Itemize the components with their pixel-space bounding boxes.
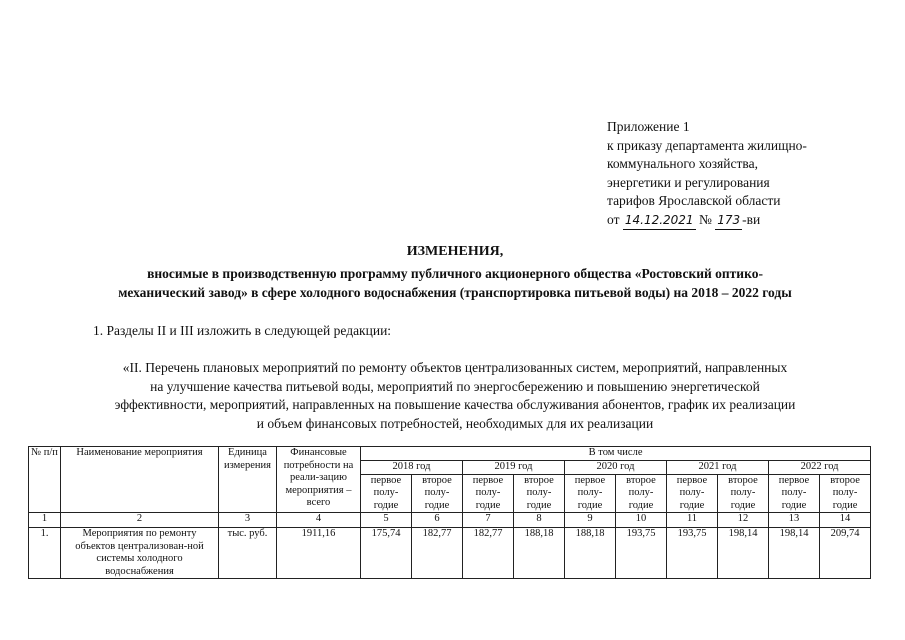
document-title: [40, 242, 870, 302]
half-second-header: второе полу-годие: [412, 474, 463, 513]
column-index: 3: [219, 513, 277, 528]
row-value: 193,75: [667, 528, 718, 579]
col-header-unit: Единица измерения: [219, 447, 277, 513]
appendix-line: тарифов Ярославской области: [607, 193, 781, 208]
row-value: 198,14: [718, 528, 769, 579]
row-value: 188,18: [565, 528, 616, 579]
column-index: 13: [769, 513, 820, 528]
section-heading-line: эффективности, мероприятий, направленных на повышение качества обслуживания абонентов, график их реализации: [114, 397, 796, 412]
half-first-header: первое полу-годие: [769, 474, 820, 513]
row-name: Мероприятия по ремонту объектов централизован-ной системы холодного водоснабжения: [61, 528, 219, 579]
col-header-financial: Финансовые потребности на реали-зацию мероприятия – всего: [277, 447, 361, 513]
col-header-including: В том числе: [361, 447, 871, 461]
row-value: 193,75: [616, 528, 667, 579]
half-first-header: первое полу-годие: [361, 474, 412, 513]
column-index: 6: [412, 513, 463, 528]
appendix-order-line: [607, 211, 807, 231]
half-second-header: второе полу-годие: [820, 474, 871, 513]
year-header: 2018 год: [361, 461, 463, 475]
row-value: 182,77: [463, 528, 514, 579]
number-prefix: №: [698, 211, 712, 227]
column-index: 10: [616, 513, 667, 528]
column-index: 12: [718, 513, 769, 528]
column-index: 8: [514, 513, 565, 528]
section-heading-line: и объем финансовых потребностей, необходимых для их реализации: [256, 415, 654, 431]
table-row: [29, 528, 871, 579]
column-index: 11: [667, 513, 718, 528]
title-line: вносимые в производственную программу публичного акционерного общества «Ростовский оптико-: [147, 266, 763, 281]
col-header-no: № п/п: [29, 447, 61, 513]
activities-table: [28, 446, 871, 579]
year-header: 2022 год: [769, 461, 871, 475]
year-header: 2019 год: [463, 461, 565, 475]
appendix-block: [607, 118, 807, 230]
year-header: 2021 год: [667, 461, 769, 475]
header-row: [29, 447, 871, 461]
column-index-row: [29, 513, 871, 528]
title-line: механический завод» в сфере холодного водоснабжения (транспортировка питьевой воды) на 2018 – 2022 годы: [118, 285, 792, 300]
column-index: 5: [361, 513, 412, 528]
half-first-header: первое полу-годие: [463, 474, 514, 513]
appendix-line: коммунального хозяйства,: [607, 156, 758, 171]
number-suffix: -ви: [742, 211, 761, 227]
half-second-header: второе полу-годие: [718, 474, 769, 513]
appendix-line: энергетики и регулирования: [607, 174, 770, 190]
half-first-header: первое полу-годие: [565, 474, 616, 513]
half-second-header: второе полу-годие: [616, 474, 667, 513]
half-first-header: первое полу-годие: [667, 474, 718, 513]
column-index: 14: [820, 513, 871, 528]
column-index: 1: [29, 513, 61, 528]
row-value: 188,18: [514, 528, 565, 579]
row-value: 175,74: [361, 528, 412, 579]
column-index: 4: [277, 513, 361, 528]
half-second-header: второе полу-годие: [514, 474, 565, 513]
year-header: 2020 год: [565, 461, 667, 475]
handwritten-number: 173: [715, 211, 742, 231]
section-heading: [60, 359, 850, 433]
column-index: 7: [463, 513, 514, 528]
appendix-line: к приказу департамента жилищно-: [607, 137, 807, 153]
row-no: 1.: [29, 528, 61, 579]
handwritten-date: 14.12.2021: [623, 211, 696, 231]
paragraph-1: 1. Разделы II и III изложить в следующей редакции:: [93, 323, 392, 338]
row-unit: тыс. руб.: [219, 528, 277, 579]
from-prefix: от: [607, 211, 620, 227]
section-heading-line: «II. Перечень плановых мероприятий по ремонту объектов централизованных систем, мероприятий, направленных: [122, 360, 788, 375]
row-total: 1911,16: [277, 528, 361, 579]
row-value: 198,14: [769, 528, 820, 579]
section-heading-line: на улучшение качества питьевой воды, мероприятий по энергосбережению и повышению энергетической: [150, 378, 760, 394]
row-value: 209,74: [820, 528, 871, 579]
title-main: ИЗМЕНЕНИЯ,: [406, 244, 504, 259]
row-value: 182,77: [412, 528, 463, 579]
appendix-line: Приложение 1: [607, 119, 690, 134]
column-index: 9: [565, 513, 616, 528]
col-header-name: Наименование мероприятия: [61, 447, 219, 513]
column-index: 2: [61, 513, 219, 528]
